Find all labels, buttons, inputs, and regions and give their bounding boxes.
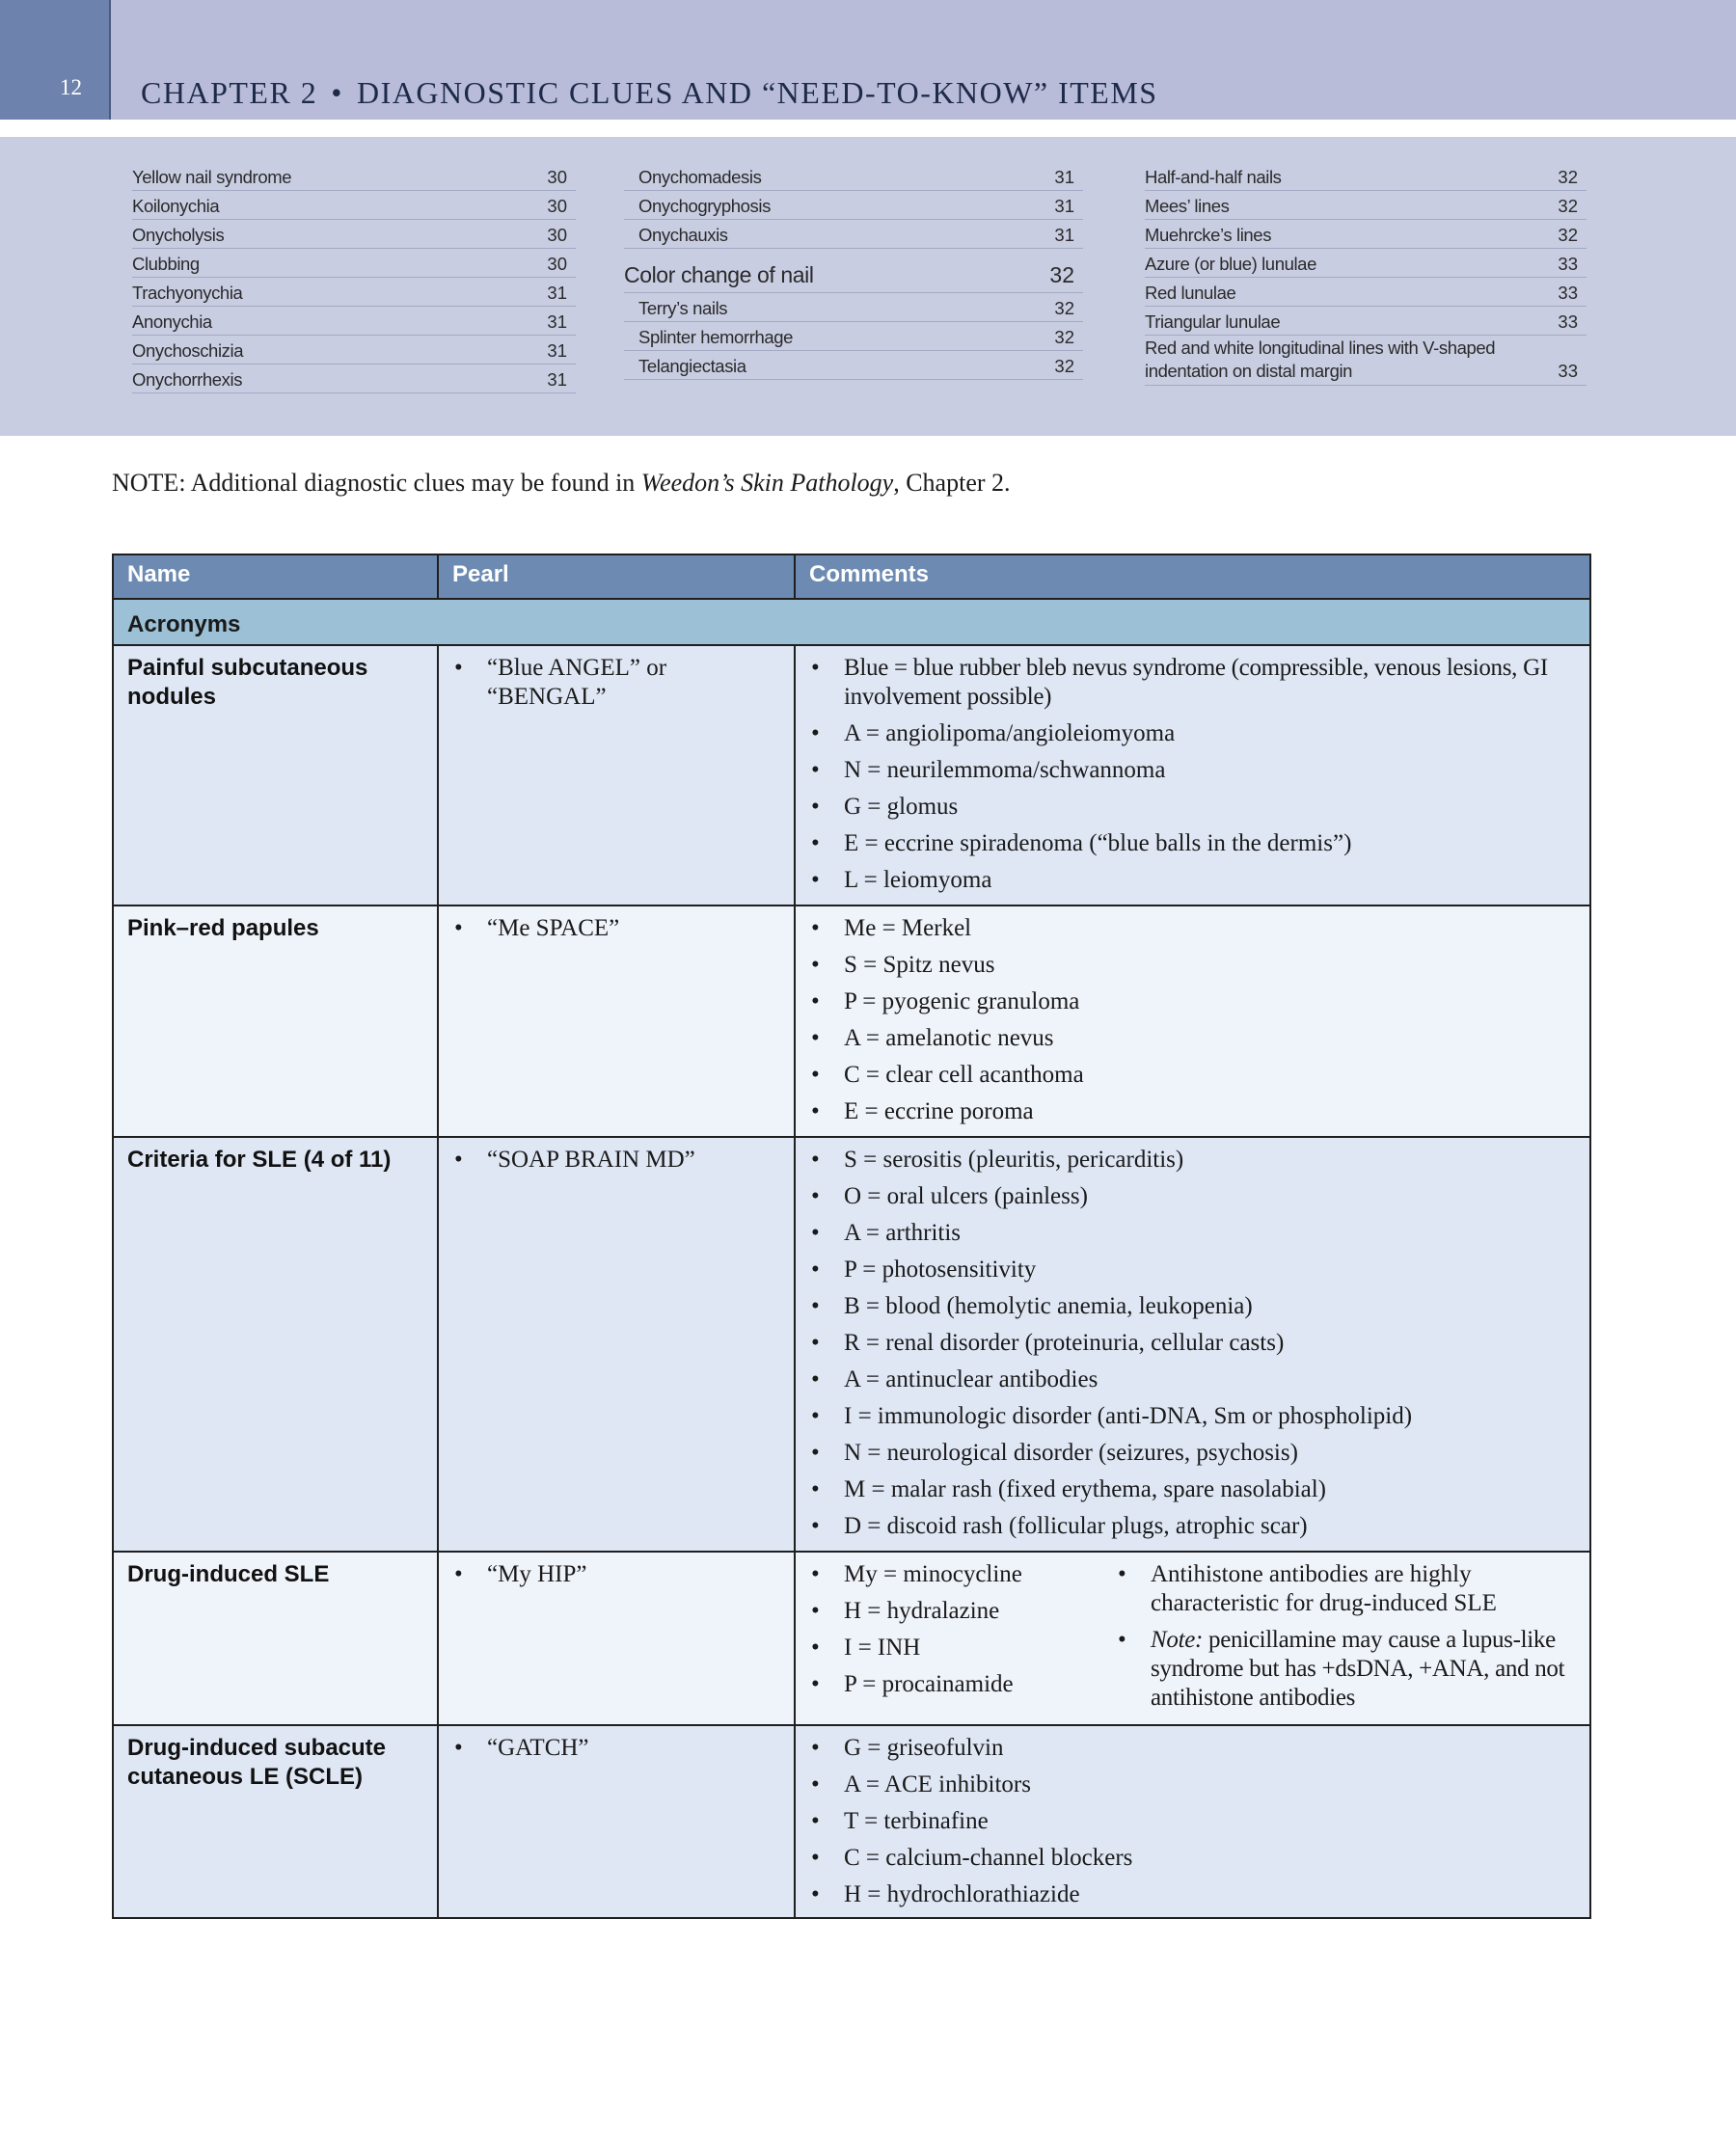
toc-entry-label: Onychorrhexis (132, 369, 243, 390)
toc-entry-label: Triangular lunulae (1145, 311, 1281, 332)
toc-entry-page: 32 (1558, 196, 1578, 216)
toc-entry-label-line1: Red and white longitudinal lines with V-shaped (1145, 338, 1496, 358)
toc-entry-page: 33 (1558, 311, 1578, 332)
toc-entry-label: Trachyonychia (132, 283, 243, 303)
comment-item: • My = minocycline (809, 1560, 1116, 1589)
toc-entry[interactable] (1145, 220, 1587, 249)
comment-item: • A = antinuclear antibodies (809, 1365, 1578, 1394)
toc-entry-label: Splinter hemorrhage (638, 327, 794, 347)
table-header-row (113, 554, 1590, 599)
comment-item: • D = discoid rash (follicular plugs, atrophic scar) (809, 1512, 1578, 1541)
toc-entry[interactable] (624, 322, 1083, 351)
toc-entry-label (1145, 337, 1495, 383)
toc-entry-page: 33 (1558, 361, 1578, 381)
toc-entry-page: 31 (1054, 225, 1074, 245)
toc-entry-label: Onychoschizia (132, 340, 244, 361)
toc-entry-page: 32 (1049, 262, 1074, 287)
row-name: Drug-induced SLE (113, 1552, 438, 1725)
comment-item: • Blue = blue rubber bleb nevus syndrome (compressible, venous lesions, GI involvement possible) (809, 654, 1578, 712)
comments-right-column (1116, 1560, 1578, 1720)
comment-item: • T = terbinafine (809, 1807, 1578, 1836)
comment-item (1116, 1626, 1578, 1713)
toc-entry-label: Koilonychia (132, 196, 220, 216)
contents-column-3 (1145, 162, 1587, 386)
comment-item: • G = griseofulvin (809, 1734, 1578, 1763)
table-row (113, 905, 1590, 1137)
row-name: Painful subcutaneous nodules (113, 645, 438, 905)
row-pearl (438, 645, 795, 905)
note-suffix: , Chapter 2. (893, 469, 1011, 497)
chapter-heading: DIAGNOSTIC CLUES AND “NEED-TO-KNOW” ITEMS (357, 75, 1158, 110)
toc-section-heading[interactable] (624, 249, 1083, 293)
toc-entry[interactable] (132, 162, 576, 191)
toc-entry[interactable] (132, 365, 576, 393)
comment-item: • G = glomus (809, 793, 1578, 822)
comment-item: • M = malar rash (fixed erythema, spare nasolabial) (809, 1475, 1578, 1504)
toc-entry-label: Muehrcke’s lines (1145, 225, 1272, 245)
table-row (113, 1725, 1590, 1918)
row-comments (795, 645, 1590, 905)
toc-entry[interactable] (132, 278, 576, 307)
row-name: Drug-induced subacute cutaneous LE (SCLE) (113, 1725, 438, 1918)
comment-item: • P = pyogenic granuloma (809, 987, 1578, 1016)
toc-entry-page: 31 (1054, 196, 1074, 216)
toc-entry[interactable] (132, 249, 576, 278)
table-row (113, 645, 1590, 905)
comment-item: • R = renal disorder (proteinuria, cellular casts) (809, 1329, 1578, 1358)
toc-entry[interactable] (1145, 162, 1587, 191)
toc-entry-label: Color change of nail (624, 262, 814, 287)
contents-box (0, 137, 1736, 436)
row-comments (795, 905, 1590, 1137)
toc-entry[interactable] (1145, 336, 1587, 386)
toc-entry[interactable] (132, 336, 576, 365)
row-pearl (438, 1725, 795, 1918)
table-row (113, 1552, 1590, 1725)
toc-entry-label: Mees’ lines (1145, 196, 1230, 216)
comment-item: • P = procainamide (809, 1670, 1116, 1699)
row-comments (795, 1725, 1590, 1918)
pearl-item: • “SOAP BRAIN MD” (452, 1146, 782, 1175)
toc-entry[interactable] (132, 220, 576, 249)
toc-entry-label: Terry’s nails (638, 298, 728, 318)
row-comments (795, 1137, 1590, 1552)
toc-entry-page: 30 (547, 254, 567, 274)
row-name: Criteria for SLE (4 of 11) (113, 1137, 438, 1552)
toc-entry-page: 31 (547, 340, 567, 361)
pearl-item: • “Blue ANGEL” or “BENGAL” (452, 654, 782, 712)
toc-entry-page: 32 (1054, 356, 1074, 376)
toc-entry-label: Azure (or blue) lunulae (1145, 254, 1316, 274)
toc-entry[interactable] (1145, 191, 1587, 220)
row-pearl (438, 905, 795, 1137)
toc-entry[interactable] (132, 191, 576, 220)
pearl-item: • “GATCH” (452, 1734, 782, 1763)
header-divider (0, 120, 1736, 123)
comment-item: • A = arthritis (809, 1219, 1578, 1248)
toc-entry-label: Yellow nail syndrome (132, 167, 292, 187)
row-pearl (438, 1552, 795, 1725)
comment-item: • L = leiomyoma (809, 866, 1578, 895)
toc-entry[interactable] (132, 307, 576, 336)
toc-entry-label: Onychomadesis (638, 167, 762, 187)
note-prefix: NOTE: Additional diagnostic clues may be found in (112, 469, 641, 497)
note-body: penicillamine may cause a lupus-like syndrome but has +dsDNA, +ANA, and not antihistone antibodies (1151, 1627, 1565, 1711)
comment-item: • A = amelanotic nevus (809, 1024, 1578, 1053)
section-row (113, 599, 1590, 645)
comments-left-column (809, 1560, 1116, 1720)
toc-entry[interactable] (1145, 278, 1587, 307)
comment-item: • S = Spitz nevus (809, 951, 1578, 980)
toc-entry-page: 32 (1558, 225, 1578, 245)
toc-entry-page: 32 (1054, 327, 1074, 347)
comment-item: • Me = Merkel (809, 914, 1578, 943)
column-header-comments: Comments (795, 554, 1590, 599)
chapter-title (141, 75, 1158, 111)
page-number-tab (0, 0, 111, 120)
toc-entry-label-line2: indentation on distal margin (1145, 361, 1353, 381)
comment-item: • E = eccrine poroma (809, 1097, 1578, 1126)
contents-column-2 (624, 162, 1083, 380)
toc-entry-page: 30 (547, 225, 567, 245)
row-pearl (438, 1137, 795, 1552)
toc-entry[interactable] (1145, 249, 1587, 278)
toc-entry[interactable] (1145, 307, 1587, 336)
toc-entry-page: 30 (547, 196, 567, 216)
comment-item: • Antihistone antibodies are highly characteristic for drug-induced SLE (1116, 1560, 1578, 1618)
toc-entry-page: 30 (547, 167, 567, 187)
column-header-name: Name (113, 554, 438, 599)
toc-entry[interactable] (624, 162, 1083, 191)
note-label: Note: (1151, 1627, 1204, 1653)
toc-entry-label: Clubbing (132, 254, 200, 274)
toc-entry-label: Anonychia (132, 311, 212, 332)
toc-entry-page: 33 (1558, 283, 1578, 303)
comment-item: • I = INH (809, 1634, 1116, 1662)
chapter-label: CHAPTER 2 (141, 75, 318, 110)
diagnostic-clues-table (112, 554, 1591, 1919)
section-title: Acronyms (113, 599, 1590, 645)
title-separator: • (331, 75, 343, 110)
comment-item: • O = oral ulcers (painless) (809, 1182, 1578, 1211)
note-text (112, 469, 1011, 498)
row-comments (795, 1552, 1590, 1725)
toc-entry-label: Onycholysis (132, 225, 225, 245)
comment-item: • P = photosensitivity (809, 1256, 1578, 1284)
contents-column-1 (132, 162, 576, 393)
comment-item: • B = blood (hemolytic anemia, leukopenia) (809, 1292, 1578, 1321)
toc-entry[interactable] (624, 351, 1083, 380)
toc-entry-page: 32 (1558, 167, 1578, 187)
toc-entry-label: Red lunulae (1145, 283, 1236, 303)
comment-item: • S = serositis (pleuritis, pericarditis) (809, 1146, 1578, 1175)
comment-item: • E = eccrine spiradenoma (“blue balls in the dermis”) (809, 829, 1578, 858)
toc-entry[interactable] (624, 293, 1083, 322)
toc-entry-label: Half-and-half nails (1145, 167, 1282, 187)
column-header-pearl: Pearl (438, 554, 795, 599)
toc-entry-label: Onychauxis (638, 225, 728, 245)
comment-item: • H = hydralazine (809, 1597, 1116, 1626)
toc-entry[interactable] (624, 191, 1083, 220)
comment-item: • N = neurilemmoma/schwannoma (809, 756, 1578, 785)
toc-entry-page: 31 (1054, 167, 1074, 187)
pearl-item: • “Me SPACE” (452, 914, 782, 943)
comment-item: • C = calcium-channel blockers (809, 1844, 1578, 1873)
toc-entry-page: 31 (547, 311, 567, 332)
note-book-title: Weedon’s Skin Pathology (640, 469, 894, 497)
toc-entry-label: Telangiectasia (638, 356, 746, 376)
toc-entry-label: Onychogryphosis (638, 196, 771, 216)
toc-entry[interactable] (624, 220, 1083, 249)
toc-entry-page: 32 (1054, 298, 1074, 318)
toc-entry-page: 31 (547, 369, 567, 390)
row-name: Pink–red papules (113, 905, 438, 1137)
pearl-item: • “My HIP” (452, 1560, 782, 1589)
comment-item: • A = angiolipoma/angioleiomyoma (809, 719, 1578, 748)
comment-item: • A = ACE inhibitors (809, 1770, 1578, 1799)
comment-item: • C = clear cell acanthoma (809, 1061, 1578, 1090)
toc-entry-page: 31 (547, 283, 567, 303)
comment-item: • H = hydrochlorathiazide (809, 1880, 1578, 1909)
comment-item: • N = neurological disorder (seizures, psychosis) (809, 1439, 1578, 1468)
table-row (113, 1137, 1590, 1552)
comment-item: • I = immunologic disorder (anti-DNA, Sm or phospholipid) (809, 1402, 1578, 1431)
toc-entry-page: 33 (1558, 254, 1578, 274)
page-number: 12 (60, 75, 82, 99)
